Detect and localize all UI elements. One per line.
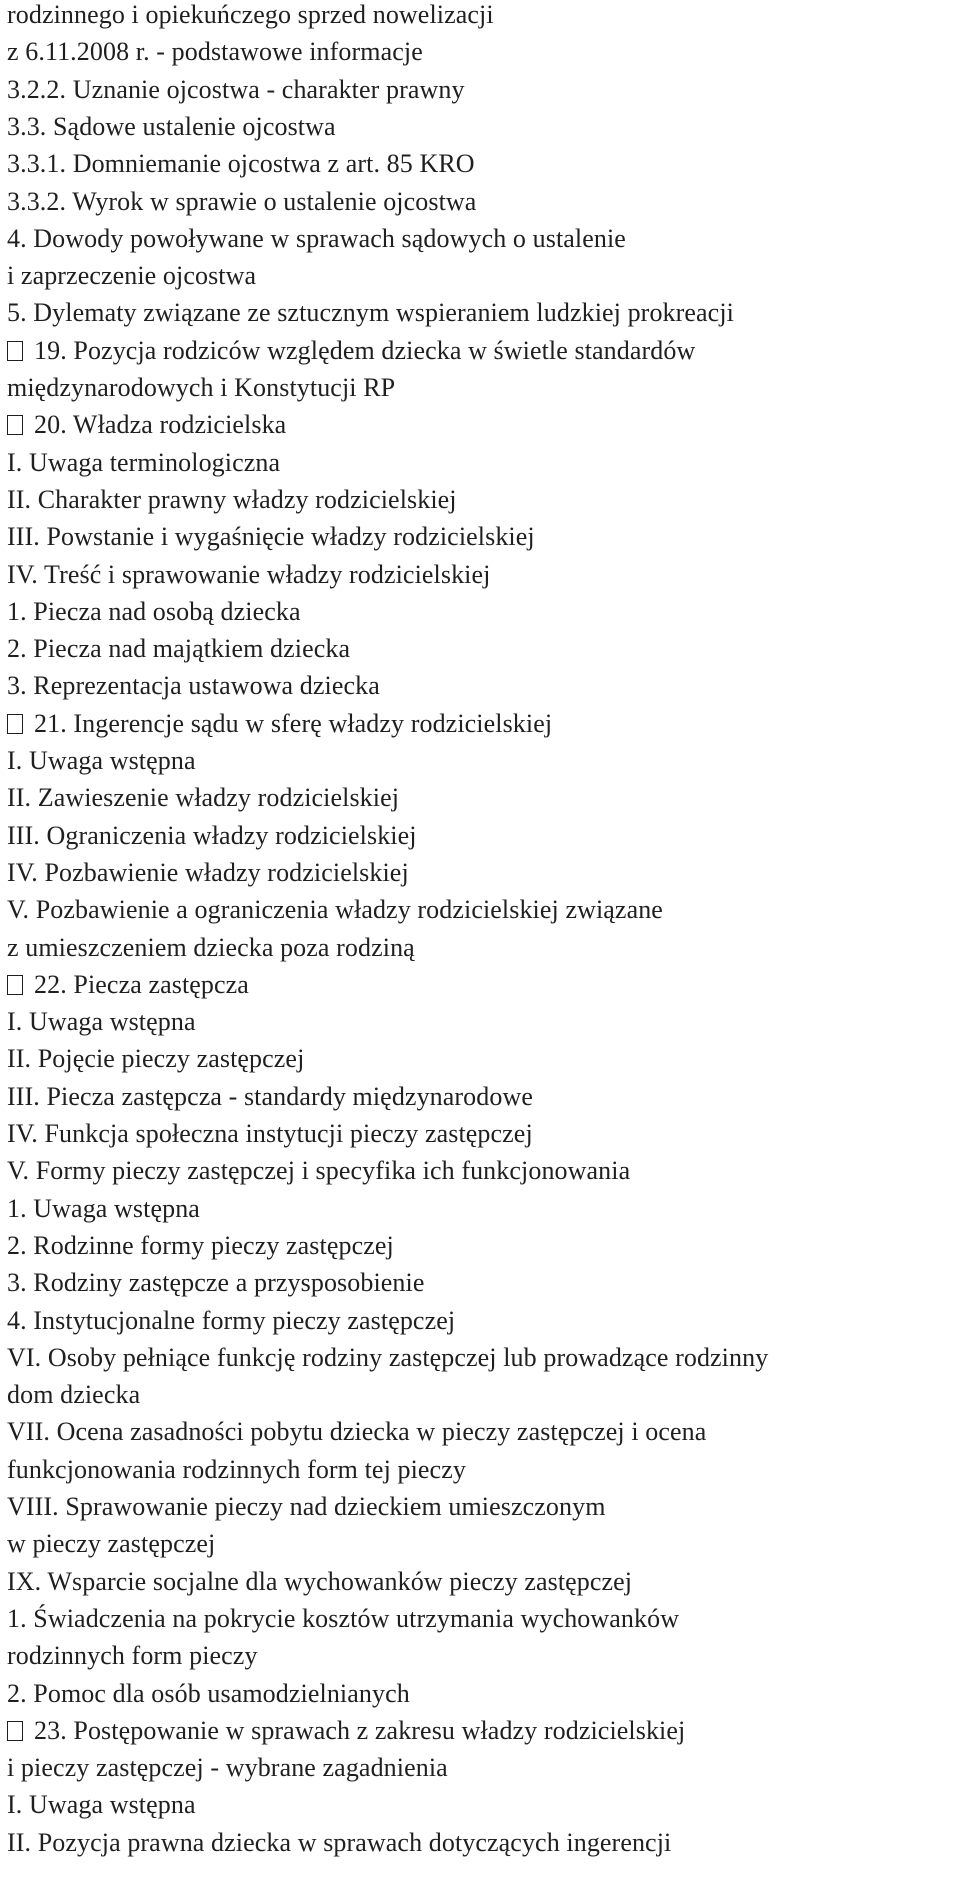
toc-line: [7, 1566, 633, 1596]
toc-line-text: 4. Dowody powoływane w sprawach sądowych o ustalenie: [7, 223, 626, 253]
toc-line: [7, 375, 395, 401]
toc-line: [7, 1827, 672, 1857]
toc-line: [7, 1230, 394, 1260]
toc-line-text: II. Pojęcie pieczy zastępczej: [7, 1044, 305, 1074]
toc-line: [7, 1009, 196, 1035]
toc-line-text: 3. Rodziny zastępcze a przysposobienie: [7, 1268, 425, 1298]
toc-line: [7, 484, 457, 514]
toc-line-text: 4. Instytucjonalne formy pieczy zastępczej: [7, 1305, 456, 1335]
toc-line: [7, 300, 734, 326]
missing-glyph-box-icon: [7, 975, 23, 995]
toc-line-text: 3.3.2. Wyrok w sprawie o ustalenie ojcostwa: [7, 186, 477, 216]
toc-line: [7, 1643, 258, 1669]
toc-line: [7, 263, 256, 289]
toc-line: [7, 596, 301, 626]
toc-line: [7, 151, 475, 177]
toc-line-text: 20. Władza rodzicielska: [34, 410, 287, 440]
toc-line-text: III. Powstanie i wygaśnięcie władzy rodzicielskiej: [7, 522, 535, 552]
toc-line: [7, 524, 535, 550]
toc-line-text: 3.3.1. Domniemanie ojcostwa z art. 85 KRO: [7, 149, 475, 179]
toc-line-text: i pieczy zastępczej - wybrane zagadnienia: [7, 1753, 448, 1783]
toc-line: [7, 1715, 686, 1745]
toc-line: [7, 559, 491, 589]
toc-line: [7, 1193, 200, 1223]
toc-line-text: IX. Wsparcie socjalne dla wychowanków pieczy zastępczej: [7, 1566, 633, 1596]
toc-line-text: 2. Pomoc dla osób usamodzielnianych: [7, 1678, 410, 1708]
toc-line: [7, 1382, 140, 1408]
toc-line-text: VIII. Sprawowanie pieczy nad dzieckiem umieszczonym: [7, 1492, 606, 1521]
toc-line-text: III. Piecza zastępcza - standardy międzynarodowe: [7, 1081, 533, 1111]
toc-line: [7, 897, 663, 923]
toc-line-text: 1. Świadczenia na pokrycie kosztów utrzymania wychowanków: [7, 1603, 680, 1633]
toc-line: [7, 1755, 448, 1781]
toc-line: [7, 1305, 456, 1335]
toc-line-text: 3.2.2. Uznanie ojcostwa - charakter prawny: [7, 74, 465, 104]
toc-line: [7, 1494, 606, 1520]
toc-line: [7, 186, 477, 216]
toc-line-text: IV. Pozbawienie władzy rodzicielskiej: [7, 857, 409, 887]
toc-line-text: I. Uwaga terminologiczna: [7, 447, 281, 477]
toc-line: [7, 1531, 215, 1557]
toc-line: [7, 1342, 769, 1372]
toc-line-text: 22. Piecza zastępcza: [34, 969, 249, 999]
toc-line-text: I. Uwaga wstępna: [7, 1790, 196, 1820]
toc-line: [7, 1792, 196, 1818]
toc-line: [7, 335, 696, 365]
toc-line-text: 19. Pozycja rodziców względem dziecka w świetle standardów: [34, 335, 696, 365]
toc-line-text: II. Charakter prawny władzy rodzicielskiej: [7, 484, 457, 514]
toc-line: [7, 1419, 706, 1445]
toc-line-text: z umieszczeniem dziecka poza rodziną: [7, 932, 415, 962]
toc-line: [7, 74, 465, 104]
toc-line: [7, 636, 350, 662]
toc-line: [7, 969, 249, 999]
toc-line: [7, 748, 196, 774]
toc-line-text: I. Uwaga wstępna: [7, 746, 196, 775]
toc-line: [7, 1081, 533, 1111]
toc-line-text: I. Uwaga wstępna: [7, 1007, 196, 1037]
toc-line-text: z 6.11.2008 r. - podstawowe informacje: [7, 37, 423, 67]
toc-line-text: 1. Uwaga wstępna: [7, 1193, 200, 1223]
toc-line-text: 2. Piecza nad majątkiem dziecka: [7, 634, 351, 664]
toc-line: [7, 412, 286, 438]
toc-line-text: 3.3. Sądowe ustalenie ojcostwa: [7, 111, 336, 141]
toc-line: [7, 708, 553, 738]
toc-line: [7, 1678, 410, 1708]
toc-line: [7, 820, 417, 850]
toc-line-text: rodzinnych form pieczy: [7, 1641, 258, 1671]
missing-glyph-box-icon: [7, 341, 23, 361]
toc-line-text: międzynarodowych i Konstytucji RP: [7, 373, 396, 402]
toc-line: [7, 673, 380, 699]
toc-line-text: VI. Osoby pełniące funkcję rodziny zastępczej lub prowadzące rodzinny: [7, 1342, 769, 1372]
toc-line: [7, 785, 399, 811]
toc-line-text: 23. Postępowanie w sprawach z zakresu władzy rodzicielskiej: [34, 1715, 686, 1745]
toc-line-text: IV. Treść i sprawowanie władzy rodzicielskiej: [7, 559, 491, 589]
toc-line-text: III. Ograniczenia władzy rodzicielskiej: [7, 820, 417, 850]
toc-line-text: funkcjonowania rodzinnych form tej pieczy: [7, 1454, 466, 1484]
missing-glyph-box-icon: [7, 1721, 23, 1741]
toc-line-text: 3. Reprezentacja ustawowa dziecka: [7, 671, 380, 701]
toc-line: [7, 932, 415, 962]
missing-glyph-box-icon: [7, 714, 23, 734]
toc-line: [7, 1270, 425, 1296]
toc-line-text: II. Zawieszenie władzy rodzicielskiej: [7, 783, 400, 813]
toc-line-text: i zaprzeczenie ojcostwa: [7, 261, 257, 291]
toc-line: [7, 1454, 466, 1484]
toc-line: [7, 223, 626, 253]
missing-glyph-box-icon: [7, 415, 23, 435]
toc-line-text: rodzinnego i opiekuńczego sprzed nowelizacji: [7, 0, 494, 29]
toc-line: [7, 1603, 680, 1633]
toc-line: [7, 39, 423, 65]
toc-line-text: dom dziecka: [7, 1380, 141, 1410]
toc-line-text: II. Pozycja prawna dziecka w sprawach dotyczących ingerencji: [7, 1827, 672, 1857]
toc-line-text: 21. Ingerencje sądu w sferę władzy rodzicielskiej: [34, 708, 553, 738]
toc-line: [7, 111, 336, 141]
toc-line-text: 2. Rodzinne formy pieczy zastępczej: [7, 1230, 394, 1260]
toc-line-text: V. Pozbawienie a ograniczenia władzy rodzicielskiej związane: [7, 895, 663, 925]
toc-line: [7, 857, 409, 887]
toc-line-text: IV. Funkcja społeczna instytucji pieczy zastępczej: [7, 1119, 533, 1148]
toc-line-text: 5. Dylematy związane ze sztucznym wspieraniem ludzkiej prokreacji: [7, 298, 734, 328]
toc-line: [7, 1046, 304, 1072]
toc-line: [7, 2, 494, 28]
toc-line-text: w pieczy zastępczej: [7, 1529, 216, 1559]
toc-line-text: V. Formy pieczy zastępczej i specyfika ich funkcjonowania: [7, 1156, 631, 1186]
toc-line-text: 1. Piecza nad osobą dziecka: [7, 596, 301, 626]
toc-line-text: VII. Ocena zasadności pobytu dziecka w pieczy zastępczej i ocena: [7, 1417, 707, 1447]
toc-line: [7, 1121, 533, 1147]
toc-line: [7, 1158, 630, 1184]
toc-line: [7, 447, 281, 477]
